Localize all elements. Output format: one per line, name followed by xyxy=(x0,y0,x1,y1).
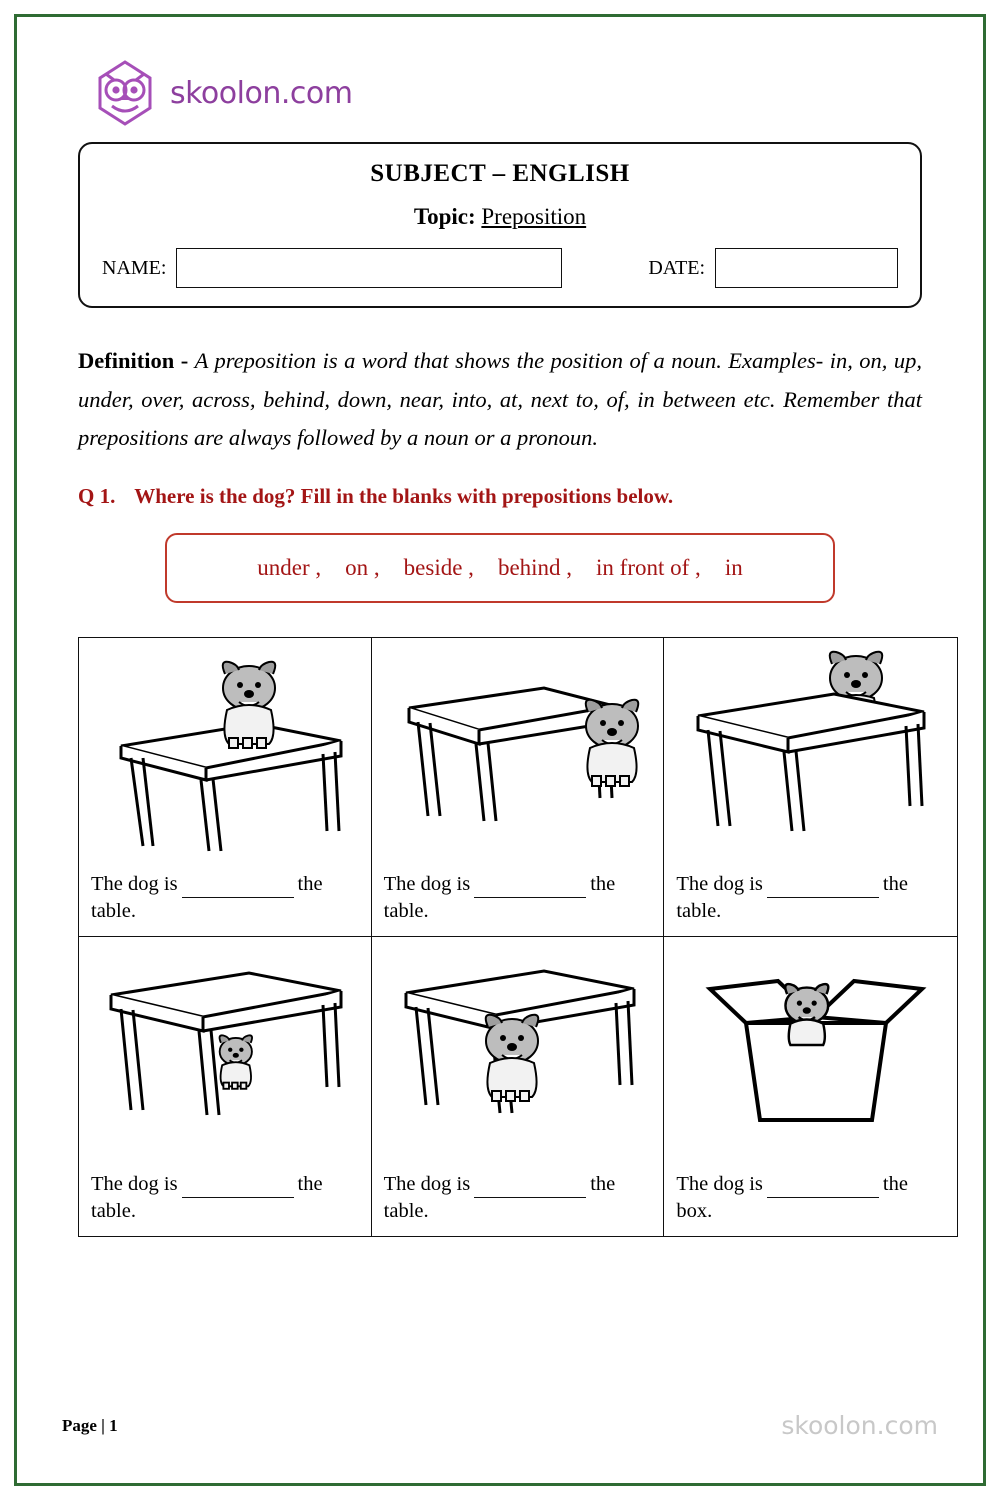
exercise-item-1 xyxy=(79,638,372,937)
dog-under-table-illustration xyxy=(91,945,359,1171)
word-bank-item: beside , xyxy=(403,555,474,581)
brand-header xyxy=(62,50,938,136)
word-bank xyxy=(165,533,835,603)
word-bank-item: on , xyxy=(345,555,380,581)
footer-watermark: skoolon.com xyxy=(781,1411,938,1440)
caption-prefix: The dog is xyxy=(676,872,763,895)
word-bank-item: in xyxy=(724,555,743,581)
page-number: Page | 1 xyxy=(62,1415,118,1435)
caption-prefix: The dog is xyxy=(383,872,471,895)
question-1 xyxy=(78,484,922,509)
exercise-item-2 xyxy=(372,638,665,937)
topic-value: Preposition xyxy=(481,204,587,229)
word-bank-item: in front of , xyxy=(596,555,701,581)
caption-prefix: The dog is xyxy=(91,1172,178,1195)
caption-object: table. xyxy=(383,900,429,923)
question-text: Where is the dog? Fill in the blanks with prepositions below. xyxy=(134,484,674,509)
word-bank-item: under , xyxy=(257,555,322,581)
caption-object: table. xyxy=(383,1200,429,1223)
owl-logo-icon xyxy=(90,58,160,128)
exercise-grid xyxy=(78,637,958,1237)
exercise-item-3 xyxy=(664,638,957,937)
dog-in-box-illustration xyxy=(676,945,945,1171)
caption-prefix: The dog is xyxy=(676,1172,763,1195)
answer-blank[interactable] xyxy=(767,1180,879,1198)
page-content xyxy=(34,34,966,1466)
item-caption: The dog is the table. xyxy=(384,1171,652,1226)
name-label: NAME: xyxy=(102,256,167,279)
name-input[interactable] xyxy=(176,248,562,288)
date-input[interactable] xyxy=(715,248,898,288)
caption-object: table. xyxy=(91,900,136,923)
caption-object: table. xyxy=(676,900,722,923)
dog-on-table-illustration xyxy=(91,646,359,871)
topic-line xyxy=(102,204,898,230)
answer-blank[interactable] xyxy=(474,1180,586,1198)
caption-prefix: The dog is xyxy=(383,1172,471,1195)
subject-title: SUBJECT – ENGLISH xyxy=(370,160,630,187)
date-label: DATE: xyxy=(648,256,706,279)
answer-blank[interactable] xyxy=(182,880,294,898)
item-caption: The dog is the table. xyxy=(676,871,945,926)
dog-behind-table-illustration xyxy=(676,646,945,871)
definition-text: A preposition is a word that shows the position of a noun. Examples- in, on, up, under, over, across, behind, down, near, into, at, next to, of, in between etc. Remember that prepositions are always followed by a noun or a pronoun. xyxy=(78,348,922,451)
answer-blank[interactable] xyxy=(474,880,586,898)
brand-name: skoolon.com xyxy=(170,75,353,111)
header-box xyxy=(78,142,922,308)
name-date-row xyxy=(102,248,898,288)
word-bank-item: behind , xyxy=(497,555,573,581)
item-caption: The dog is the table. xyxy=(91,1171,359,1226)
item-caption: The dog is the box. xyxy=(676,1171,945,1226)
exercise-item-5 xyxy=(372,937,665,1236)
definition-lead: Definition - xyxy=(78,348,195,373)
dog-beside-table-illustration xyxy=(384,646,652,871)
exercise-item-6 xyxy=(664,937,957,1236)
answer-blank[interactable] xyxy=(182,1180,294,1198)
caption-object: box. xyxy=(676,1200,713,1223)
item-caption: The dog is the table. xyxy=(91,871,359,926)
exercise-item-4 xyxy=(79,937,372,1236)
caption-prefix: The dog is xyxy=(91,872,178,895)
question-number: Q 1. xyxy=(78,484,116,509)
dog-in-front-of-table-illustration xyxy=(384,945,652,1171)
item-caption: The dog is the table. xyxy=(384,871,652,926)
topic-label: Topic: xyxy=(413,204,476,229)
caption-object: table. xyxy=(91,1200,136,1223)
page-footer xyxy=(62,1411,938,1440)
answer-blank[interactable] xyxy=(767,880,879,898)
definition-paragraph xyxy=(78,342,922,458)
